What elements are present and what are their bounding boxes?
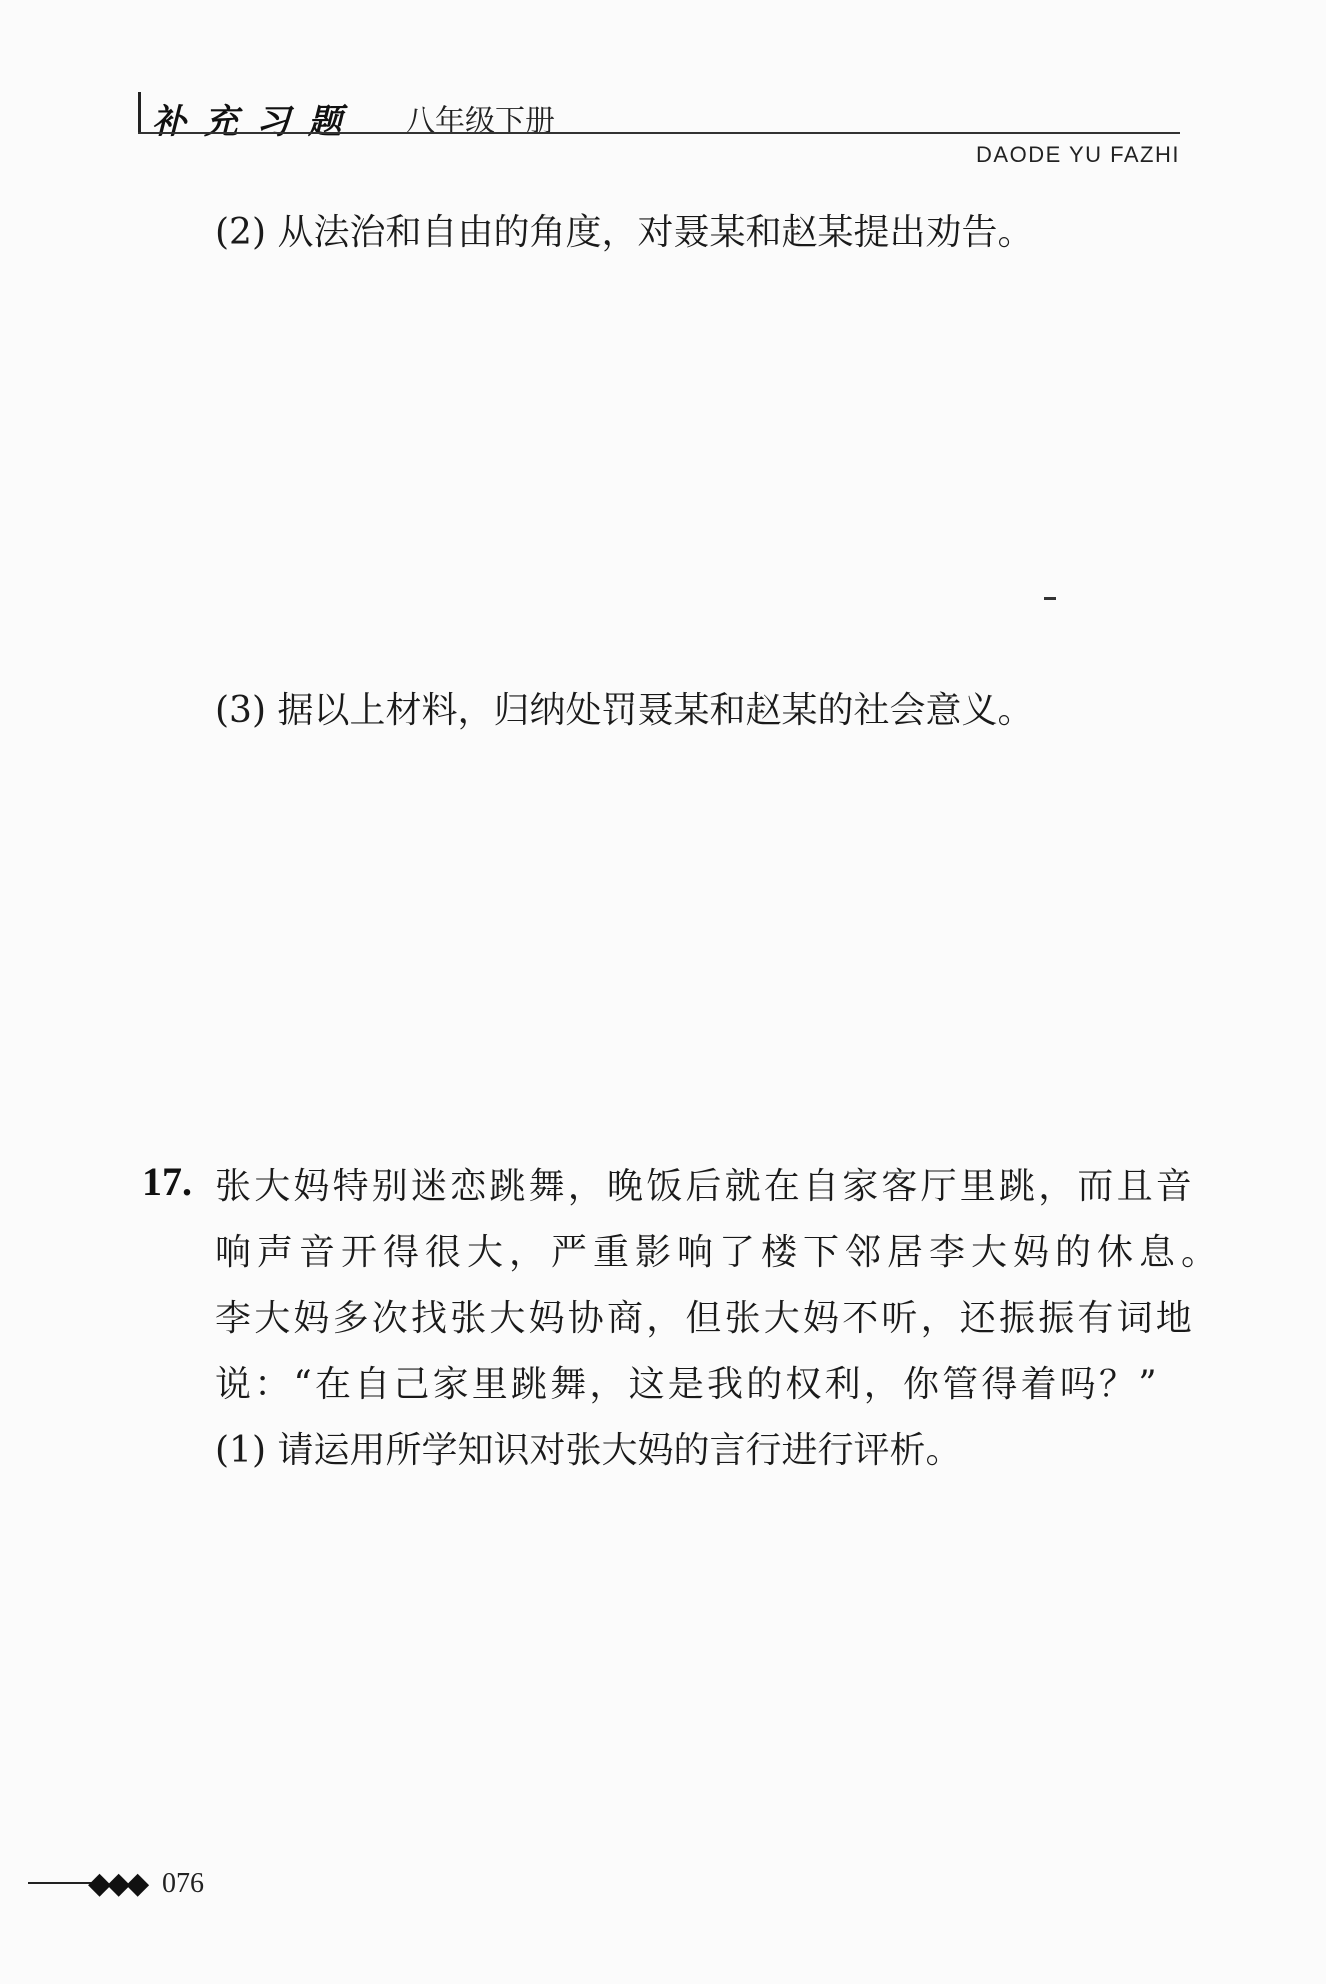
question-17-number: 17. (142, 1159, 192, 1204)
footer-rule (28, 1882, 94, 1884)
header-rule (138, 132, 1180, 134)
question-17-line-3: 李大妈多次找张大妈协商，但张大妈不听，还振振有词地 (215, 1298, 1196, 1339)
footer-diamonds-icon: ◆◆◆ (88, 1866, 146, 1901)
stray-mark (1044, 597, 1056, 600)
series-title: 补充习题 (152, 102, 360, 142)
question-17-part-1: (1) 请运用所学知识对张大妈的言行进行评析。 (215, 1430, 962, 1471)
question-16-part-2: (2) 从法治和自由的角度，对聂某和赵某提出劝告。 (215, 212, 1034, 253)
question-17-line-4: 说：“在自己家里跳舞，这是我的权利，你管得着吗？” (215, 1364, 1160, 1405)
page-number: 076 (162, 1868, 204, 1899)
grade-label: 八年级下册 (405, 104, 555, 139)
question-16-part-3: (3) 据以上材料，归纳处罚聂某和赵某的社会意义。 (215, 690, 1034, 731)
question-17-line-2: 响声音开得很大，严重影响了楼下邻居李大妈的休息。 (215, 1232, 1224, 1273)
subject-code: DAODE YU FAZHI (976, 142, 1180, 167)
question-17-line-1: 张大妈特别迷恋跳舞，晚饭后就在自家客厅里跳，而且音 (215, 1166, 1196, 1207)
